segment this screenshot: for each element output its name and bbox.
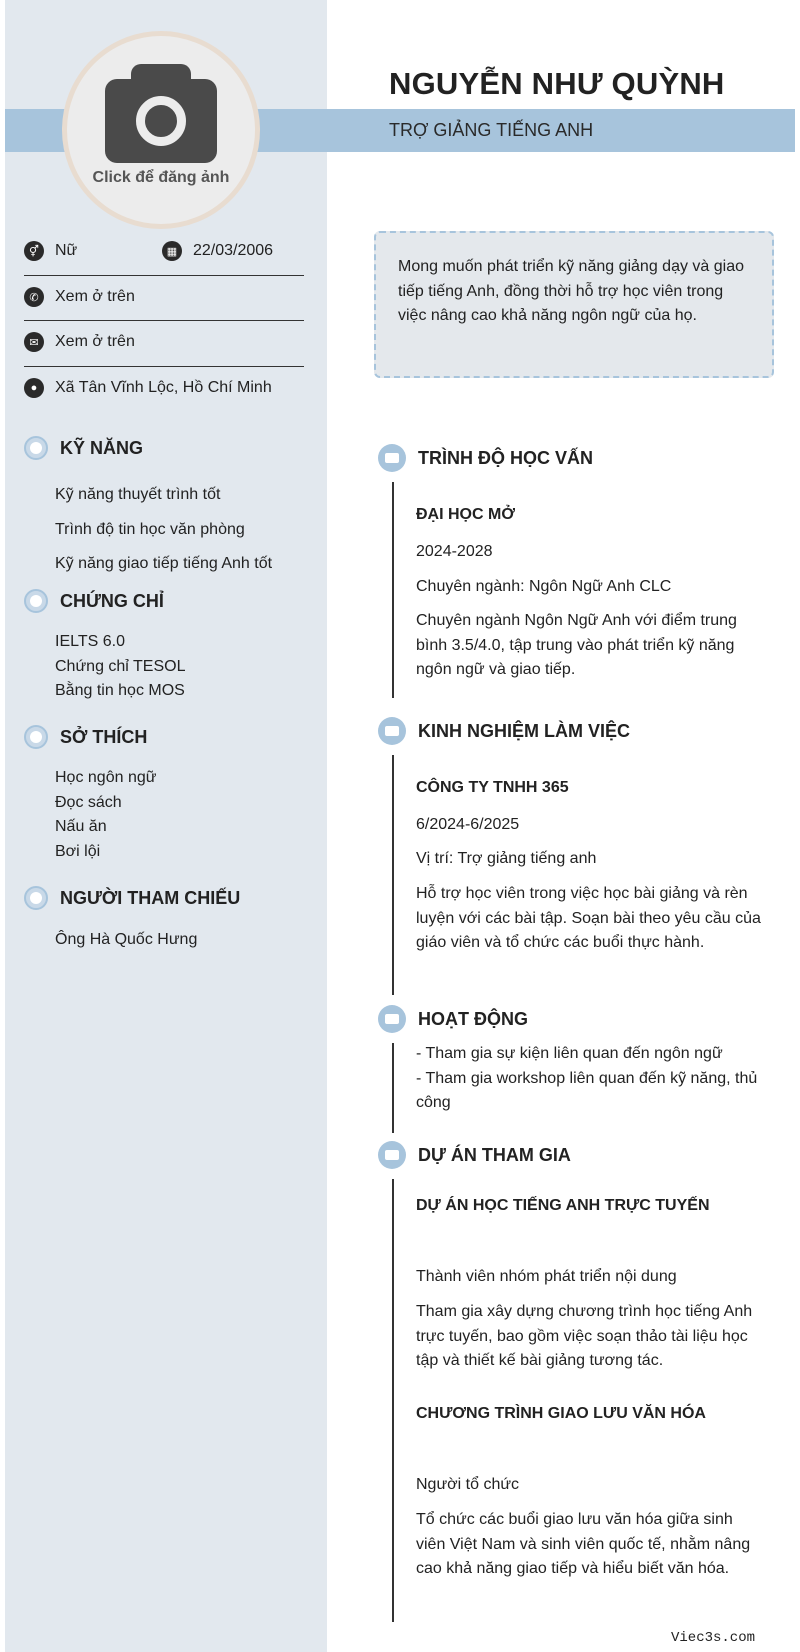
experience-period: 6/2024-6/2025	[416, 816, 520, 833]
mail-icon: ✉	[24, 332, 44, 352]
project-role: Người tổ chức	[416, 1476, 520, 1493]
gender-icon: ⚥	[24, 241, 44, 261]
projects-heading: DỰ ÁN THAM GIA	[378, 1141, 571, 1169]
phone-value: Xem ở trên	[55, 288, 135, 305]
references-list	[55, 928, 197, 953]
list-item: Bằng tin học MOS	[55, 682, 185, 699]
address-row	[24, 373, 272, 403]
location-pin-icon: ●	[24, 378, 44, 398]
job-title: TRỢ GIẢNG TIẾNG ANH	[389, 120, 594, 140]
timeline-line	[392, 482, 394, 698]
avatar-upload[interactable]	[62, 31, 260, 229]
references-heading: NGƯỜI THAM CHIẾU	[24, 886, 240, 910]
heart-icon	[24, 725, 48, 749]
experience-heading: KINH NGHIỆM LÀM VIỆC	[378, 717, 630, 745]
birthday-row	[162, 236, 273, 266]
education-major: Chuyên ngành: Ngôn Ngữ Anh CLC	[416, 578, 672, 595]
list-item: - Tham gia sự kiện liên quan đến ngôn ngữ	[416, 1045, 723, 1062]
skills-list	[55, 478, 272, 582]
education-school: ĐẠI HỌC MỞ	[416, 506, 515, 523]
timeline-line	[392, 755, 394, 995]
list-item: Trình độ tin học văn phòng	[55, 520, 245, 538]
activities-heading: HOẠT ĐỘNG	[378, 1005, 528, 1033]
briefcase-icon	[378, 717, 406, 745]
calendar-icon: ▦	[162, 241, 182, 261]
skills-heading: KỸ NĂNG	[24, 436, 143, 460]
list-item: IELTS 6.0	[55, 633, 125, 650]
education-heading: TRÌNH ĐỘ HỌC VẤN	[378, 444, 593, 472]
project-name: DỰ ÁN HỌC TIẾNG ANH TRỰC TUYẾN	[416, 1197, 710, 1214]
education-description: Chuyên ngành Ngôn Ngữ Anh với điểm trung bình 3.5/4.0, tập trung vào phát triển kỹ năng ngôn ngữ và giao tiếp.	[416, 612, 737, 678]
timeline-line	[392, 1043, 394, 1133]
graduation-cap-icon	[378, 444, 406, 472]
list-item: Kỹ năng thuyết trình tốt	[55, 486, 221, 503]
project-description: Tổ chức các buổi giao lưu văn hóa giữa sinh viên Việt Nam và sinh viên quốc tế, nhằm nâng cao khả năng giao tiếp và hiểu biết văn hóa.	[416, 1511, 751, 1577]
project-description: Tham gia xây dựng chương trình học tiếng Anh trực tuyến, bao gồm việc soạn thảo tài liệu học tập và thiết kế bài giảng tương tác.	[416, 1303, 753, 1369]
activities-list	[416, 1042, 766, 1116]
bell-icon	[378, 1005, 406, 1033]
phone-icon: ✆	[24, 287, 44, 307]
gender-row	[24, 236, 77, 266]
experience-description: Hỗ trợ học viên trong việc học bài giảng và rèn luyện với các bài tập. Soạn bài theo yêu cầu của giáo viên và tổ chức các buổi thực hành.	[416, 885, 761, 951]
laptop-icon	[378, 1141, 406, 1169]
list-item: Đọc sách	[55, 793, 122, 811]
divider	[24, 366, 304, 367]
target-icon	[24, 436, 48, 460]
phone-row	[24, 282, 135, 312]
project-role: Thành viên nhóm phát triển nội dung	[416, 1268, 677, 1285]
hobbies-heading: SỞ THÍCH	[24, 725, 147, 749]
career-objective: Mong muốn phát triển kỹ năng giảng dạy và giao tiếp tiếng Anh, đồng thời hỗ trợ học viên trong việc nâng cao khả năng ngôn ngữ của họ.	[374, 231, 774, 378]
candidate-name: NGUYỄN NHƯ QUỲNH	[389, 66, 725, 101]
certificates-heading: CHỨNG CHỈ	[24, 589, 164, 613]
experience-company: CÔNG TY TNHH 365	[416, 779, 569, 796]
list-item: Bơi lội	[55, 842, 101, 860]
list-item: Chứng chỉ TESOL	[55, 657, 186, 675]
list-item: Học ngôn ngữ	[55, 769, 157, 786]
project-name: CHƯƠNG TRÌNH GIAO LƯU VĂN HÓA	[416, 1405, 706, 1422]
footer-watermark: Viec3s.com	[671, 1630, 756, 1646]
gender-value: Nữ	[55, 242, 78, 259]
birthday-value: 22/03/2006	[193, 242, 274, 259]
hobbies-list	[55, 766, 156, 864]
address-value: Xã Tân Vĩnh Lộc, Hồ Chí Minh	[55, 379, 272, 396]
divider	[24, 320, 304, 321]
experience-position: Vị trí: Trợ giảng tiếng anh	[416, 850, 597, 867]
avatar-caption: Click để đăng ảnh	[92, 169, 230, 186]
list-item: Ông Hà Quốc Hưng	[55, 931, 198, 948]
email-value: Xem ở trên	[55, 333, 135, 350]
people-icon	[24, 886, 48, 910]
email-row	[24, 327, 135, 357]
list-item: Kỹ năng giao tiếp tiếng Anh tốt	[55, 555, 273, 572]
certificates-list	[55, 630, 185, 704]
list-item: Nấu ăn	[55, 818, 107, 835]
list-item: - Tham gia workshop liên quan đến kỹ năng, thủ công	[416, 1069, 758, 1111]
timeline-line	[392, 1179, 394, 1622]
award-icon	[24, 589, 48, 613]
divider	[24, 275, 304, 276]
education-period: 2024-2028	[416, 543, 493, 560]
